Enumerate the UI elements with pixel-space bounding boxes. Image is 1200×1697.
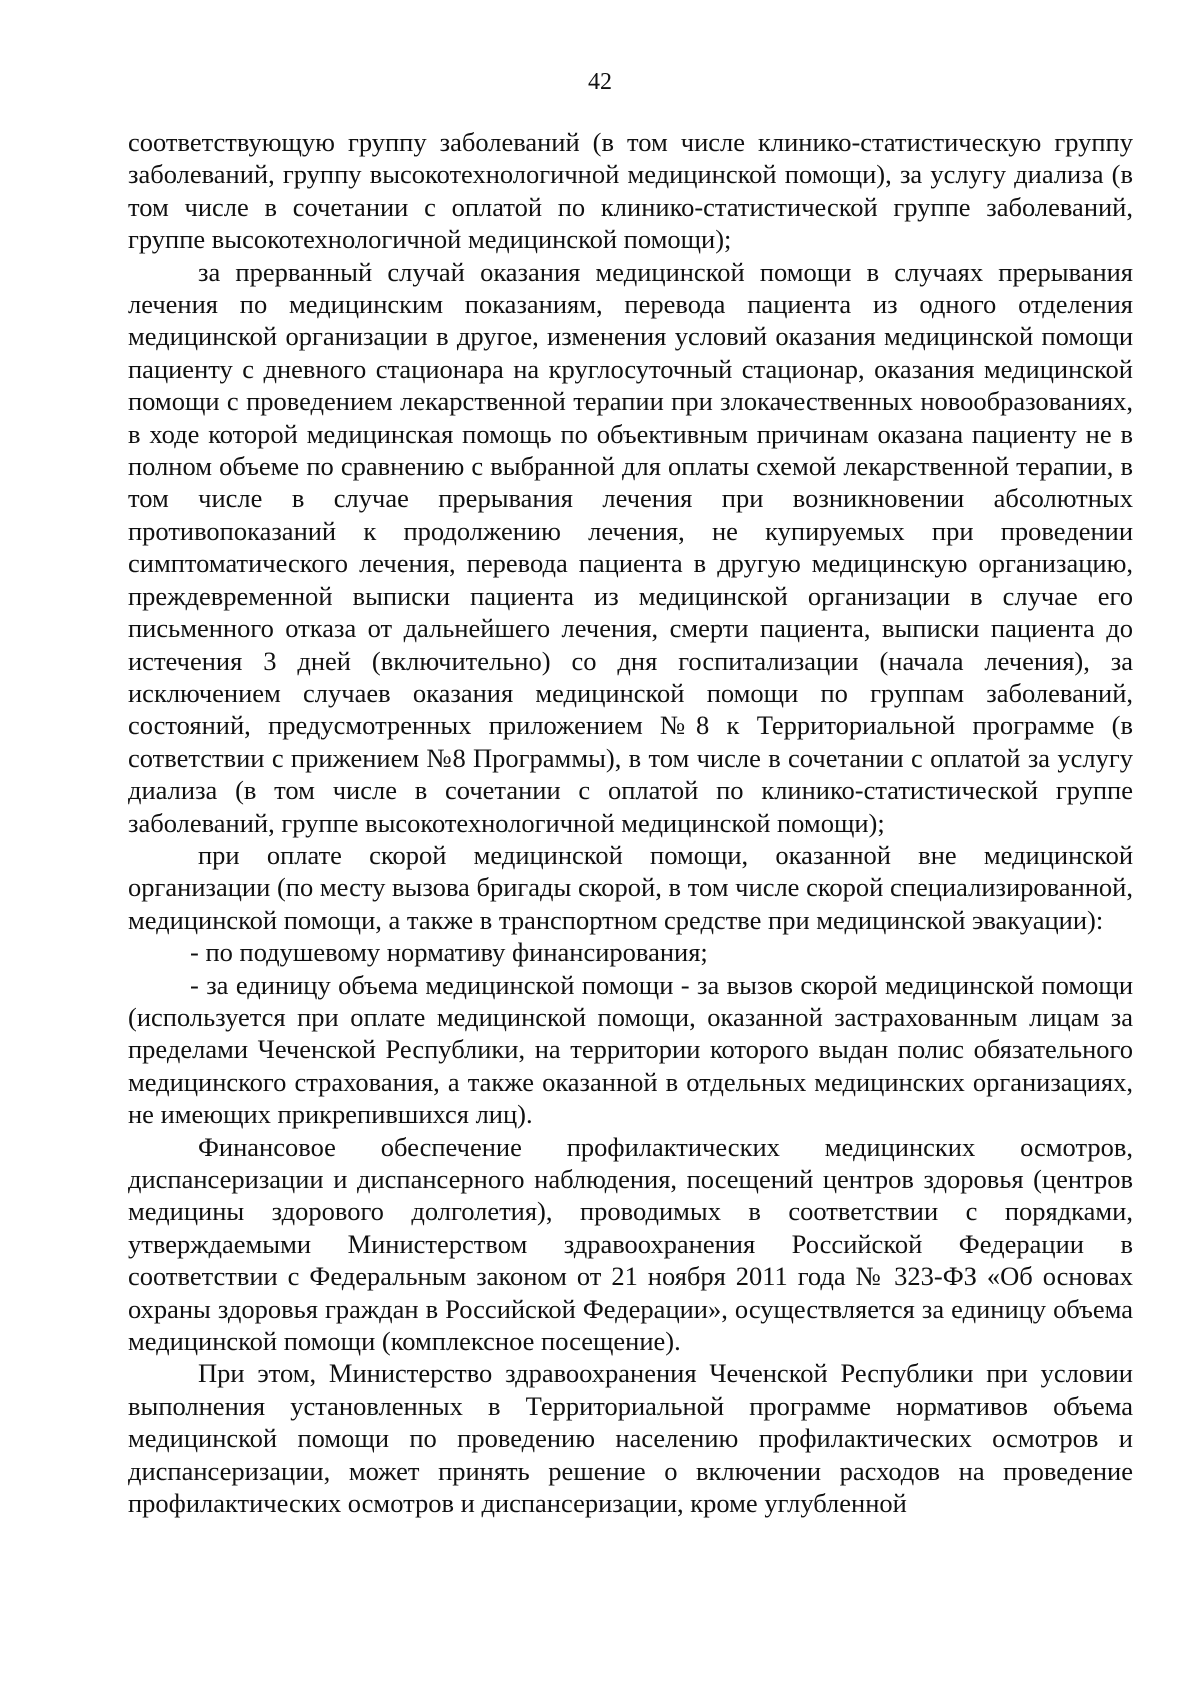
page-number: 42 (588, 69, 612, 95)
paragraph-ministry-decision: При этом, Министерство здравоохранения Чеченской Республики при условии выполнения установленных в Территориальной программе нормативов объема медицинской помощи по проведению населению профилактических осмотров и диспансеризации, может принять решение о включении расходов на проведение профилактических осмотров и диспансеризации, кроме углубленной (128, 1358, 1133, 1519)
paragraph-interrupted-case: за прерванный случай оказания медицинской помощи в случаях прерывания лечения по медицинским показаниям, перевода пациента из одного отделения медицинской организации в другое, изменения условий оказания медицинской помощи пациенту с дневного стационара на круглосуточный стационар, оказания медицинской помощи с проведением лекарственной терапии при злокачественных новообразованиях, в ходе которой медицинская помощь по объективным причинам оказана пациенту не в полном объеме по сравнению с выбранной для оплаты схемой лекарственной терапии, в том числе в случае прерывания лечения при возникновении абсолютных противопоказаний к продолжению лечения, не купируемых при проведении симптоматического лечения, перевода пациента в другую медицинскую организацию, преждевременной выписки пациента из медицинской организации в случае его письменного отказа от дальнейшего лечения, смерти пациента, выписки пациента до истечения 3 дней (включительно) со дня госпитализации (начала лечения), за исключением случаев оказания медицинской помощи по группам заболеваний, состояний, предусмотренных приложением №8 к Территориальной программе (в сответствии с прижением №8 Программы), в том числе в сочетании с оплатой за услугу диализа (в том числе в сочетании с оплатой по клинико-статистической группе заболеваний, группе высокотехнологичной медицинской помощи); (128, 256, 1133, 838)
document-body (128, 126, 1133, 1519)
list-item-per-capita: - по подушевому нормативу финансирования; (190, 937, 708, 968)
paragraph-continuation: соответствующую группу заболеваний (в том числе клинико-статистическую группу заболеваний, группу высокотехнологичной медицинской помощи), за услугу диализа (в том числе в сочетании с оплатой по клинико-статистической группе заболеваний, группе высокотехнологичной медицинской помощи); (128, 127, 1133, 255)
paragraph-ambulance-payment: при оплате скорой медицинской помощи, оказанной вне медицинской организации (по месту вызова бригады скорой, в том числе скорой специализированной, медицинской помощи, а также в транспортном средстве при медицинской эвакуации): (128, 839, 1133, 935)
list-item-per-call: - за единицу объема медицинской помощи - за вызов скорой медицинской помощи (используется при оплате медицинской помощи, оказанной застрахованным лицам за пределами Чеченской Республики, на территории которого выдан полис обязательного медицинского страхования, а также оказанной в отдельных медицинских организациях, не имеющих прикрепившихся лиц). (128, 969, 1133, 1130)
paragraph-preventive-financing: Финансовое обеспечение профилактических медицинских осмотров, диспансеризации и диспансерного наблюдения, посещений центров здоровья (центров медицины здорового долголетия), проводимых в соответствии с порядками, утверждаемыми Министерством здравоохранения Российской Федерации в соответствии с Федеральным законом от 21 ноября 2011 года № 323-ФЗ «Об основах охраны здоровья граждан в Российской Федерации», осуществляется за единицу объема медицинской помощи (комплексное посещение). (128, 1131, 1133, 1357)
